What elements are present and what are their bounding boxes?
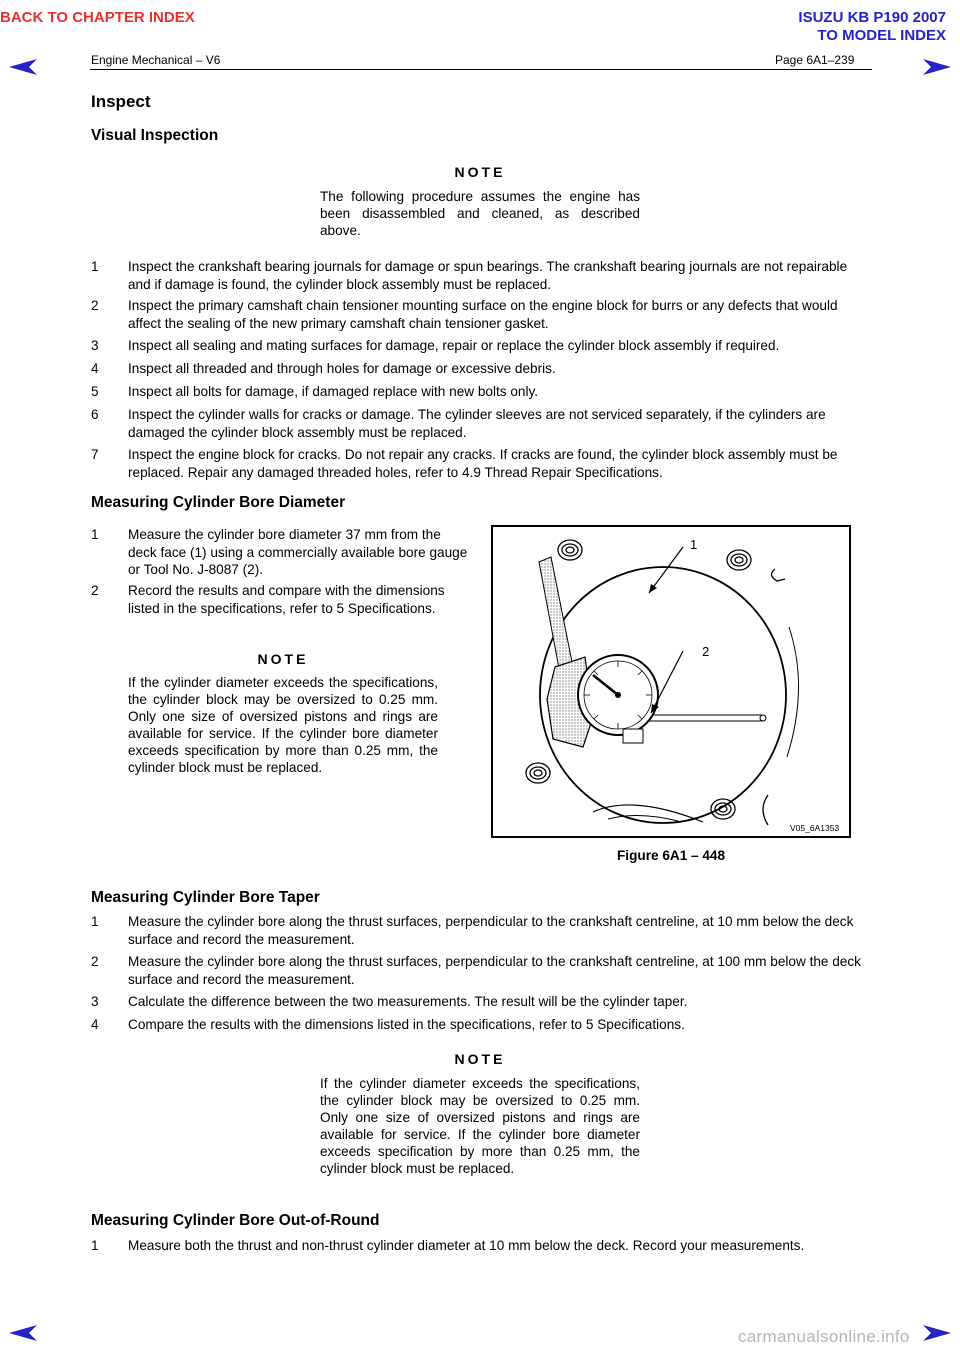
list-item: 1 Inspect the crankshaft bearing journals for damage or spun bearings. The crankshaft bearing journals are not repairable and if damage is found, the cylinder block assembly must be replaced.	[91, 259, 848, 292]
back-to-chapter-index-link[interactable]: BACK TO CHAPTER INDEX	[0, 9, 195, 26]
figure-caption: Figure 6A1 – 448	[617, 848, 726, 863]
list-item: 1 Measure both the thrust and non-thrust cylinder diameter at 10 mm below the deck. Record your measurements.	[91, 1238, 805, 1253]
to-model-index-label: TO MODEL INDEX	[817, 27, 946, 44]
note-title: NOTE	[454, 164, 506, 180]
bore-diameter-heading: Measuring Cylinder Bore Diameter	[91, 494, 346, 511]
watermark: carmanualsonline.info	[738, 1327, 910, 1346]
list-item: 5 Inspect all bolts for damage, if damaged replace with new bolts only.	[91, 384, 539, 399]
previous-page-arrow-icon[interactable]	[8, 1324, 38, 1342]
running-header-page-number: Page 6A1–239	[775, 53, 855, 67]
list-item: 1 Measure the cylinder bore diameter 37 mm from the deck face (1) using a commercially available bore gauge or Tool No. J-8087 (2).	[91, 527, 468, 577]
section-title: Inspect	[91, 92, 151, 111]
bore-gauge-illustration	[493, 527, 849, 836]
previous-page-arrow-icon[interactable]	[8, 58, 38, 76]
bore-taper-heading: Measuring Cylinder Bore Taper	[91, 889, 320, 906]
list-item: 2 Measure the cylinder bore along the thrust surfaces, perpendicular to the crankshaft centreline, at 100 mm below the deck surface and record the measurement.	[91, 954, 861, 987]
list-item: 4 Compare the results with the dimensions listed in the specifications, refer to 5 Specifications.	[91, 1017, 685, 1032]
header-rule	[90, 69, 872, 70]
model-title: ISUZU KB P190 2007	[798, 9, 946, 26]
note-body: If the cylinder diameter exceeds the specifications, the cylinder block may be oversized to 0.25 mm. Only one size of oversized pistons and rings are available for service. If the cylinder bore diameter exceeds specification by more than 0.25 mm, the cylinder block must be replaced.	[320, 1076, 640, 1176]
list-item: 7 Inspect the engine block for cracks. Do not repair any cracks. If cracks are found, the cylinder block assembly must be replaced. Repair any damaged threaded holes, refer to 4.9 Thread Repair Specifications.	[91, 447, 838, 480]
list-item: 3 Calculate the difference between the two measurements. The result will be the cylinder taper.	[91, 994, 688, 1009]
visual-inspection-heading: Visual Inspection	[91, 127, 219, 144]
figure-code: V05_6A1353	[790, 823, 840, 833]
next-page-arrow-icon[interactable]	[922, 1324, 952, 1342]
bore-out-of-round-heading: Measuring Cylinder Bore Out-of-Round	[91, 1212, 380, 1229]
note-title: NOTE	[454, 1051, 506, 1067]
callout-1-label: 1	[690, 537, 698, 552]
list-item: 3 Inspect all sealing and mating surfaces for damage, repair or replace the cylinder block assembly if required.	[91, 338, 780, 353]
model-index-link[interactable]	[798, 9, 946, 45]
figure-bore-gauge	[491, 525, 851, 838]
callout-2-label: 2	[702, 644, 710, 659]
next-page-arrow-icon[interactable]	[922, 58, 952, 76]
list-item: 2 Inspect the primary camshaft chain tensioner mounting surface on the engine block for burrs or any defects that would affect the sealing of the new primary camshaft chain tensioner gasket.	[91, 298, 838, 331]
list-item: 4 Inspect all threaded and through holes for damage or excessive debris.	[91, 361, 556, 376]
note-body: If the cylinder diameter exceeds the specifications, the cylinder block may be oversized to 0.25 mm. Only one size of oversized pistons and rings are available for service. If the cylinder bore diameter exceeds specification by more than 0.25 mm, the cylinder block must be replaced.	[128, 675, 438, 775]
note-title: NOTE	[257, 651, 309, 667]
list-item: 2 Record the results and compare with the dimensions listed in the specifications, refer to 5 Specifications.	[91, 583, 445, 616]
list-item: 6 Inspect the cylinder walls for cracks or damage. The cylinder sleeves are not serviced separately, if the cylinders are damaged the cylinder block assembly must be replaced.	[91, 407, 826, 440]
note-body: The following procedure assumes the engine has been disassembled and cleaned, as described above.	[320, 189, 640, 238]
list-item: 1 Measure the cylinder bore along the thrust surfaces, perpendicular to the crankshaft centreline, at 10 mm below the deck surface and record the measurement.	[91, 914, 854, 947]
running-header-left: Engine Mechanical – V6	[91, 53, 221, 67]
